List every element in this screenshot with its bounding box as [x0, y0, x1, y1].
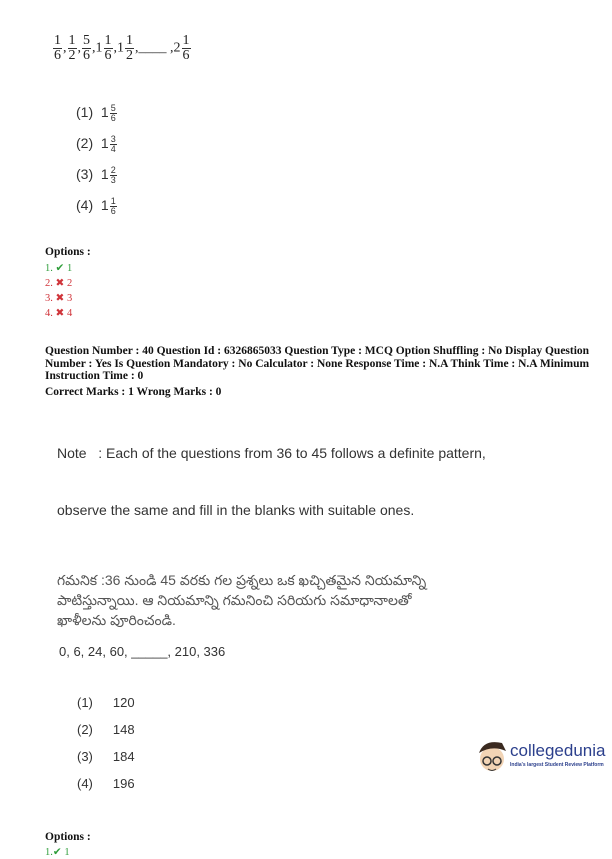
denominator: 6 [182, 48, 190, 63]
numerator: 5 [83, 33, 90, 48]
q40-sequence: 0, 6, 24, 60, _____, 210, 336 [59, 644, 226, 659]
fraction [182, 34, 191, 63]
q39-sequence: $\frac{1}{6}$ , $\frac{1}{2}$ , $\frac{5}{6}$ ,1 $\frac{1}{6}$ ,1 $\frac{1}{2}$ ,____ ,2 $\frac{1}{6}$ [54, 33, 190, 63]
whole-number: 1 [117, 40, 124, 56]
mascot-icon [476, 735, 508, 777]
cross-icon: ✖ [55, 308, 65, 319]
choice-label: (2) [77, 722, 93, 737]
numerator: 1 [110, 196, 116, 206]
question-meta [45, 345, 605, 398]
cross-icon: ✖ [55, 278, 65, 289]
denominator: 6 [110, 206, 116, 216]
numerator: 1 [54, 33, 61, 48]
numerator: 1 [182, 33, 190, 48]
telugu-note [57, 570, 605, 630]
numerator: 5 [110, 103, 116, 113]
option-value: 1 [64, 847, 70, 858]
meta-line: Question Number : 40 Question Id : 6326865033 Question Type : MCQ Option Shuffling : No Display Question [45, 345, 590, 357]
option-3 [45, 292, 72, 305]
fraction [110, 135, 117, 154]
denominator: 3 [110, 175, 116, 185]
options-title: Options : [45, 831, 91, 843]
choice-label: (2) [76, 135, 94, 152]
option-num: 2. [45, 278, 53, 289]
choice-label: (4) [77, 776, 93, 791]
whole-number: 1 [100, 104, 109, 121]
meta-line: Instruction Time : 0 [45, 370, 144, 382]
choice-value: 148 [112, 722, 135, 737]
fraction [125, 34, 134, 63]
option-4 [45, 307, 72, 320]
choice-label: (1) [77, 695, 93, 710]
telugu-line: ఖాళీలను పూరించండి. [57, 612, 176, 628]
whole-number: 1 [100, 197, 109, 214]
choice-label: (1) [76, 104, 94, 121]
denominator: 6 [83, 48, 90, 63]
fraction [68, 34, 77, 63]
choice-4 [76, 197, 118, 216]
choice-2 [76, 135, 118, 154]
option-num: 1. [45, 847, 53, 858]
choice-1 [76, 104, 118, 123]
choice-value: 196 [112, 776, 135, 791]
check-icon: ✔ [55, 263, 65, 274]
option-value: 1 [66, 263, 73, 274]
numerator: 1 [104, 33, 112, 48]
option-2 [45, 277, 72, 290]
numerator: 1 [68, 33, 76, 48]
whole-number: 1 [100, 166, 109, 183]
fraction [110, 197, 117, 216]
question-40 [45, 345, 605, 859]
choice-value: 184 [112, 749, 135, 764]
marks-line: Correct Marks : 1 Wrong Marks : 0 [45, 385, 222, 398]
option-num: 3. [45, 293, 53, 304]
numerator: 1 [126, 33, 133, 48]
fraction [82, 34, 91, 63]
option-1 [45, 262, 72, 275]
note-line: observe the same and fill in the blanks with suitable ones. [57, 502, 415, 518]
fraction [104, 34, 113, 63]
cross-icon: ✖ [55, 293, 65, 304]
denominator: 4 [110, 144, 116, 154]
option-value: 3 [66, 293, 73, 304]
telugu-line: గమనిక :36 నుండి 45 వరకు గల ప్రశ్నలు ఒక ఖచ్చితమైన నియమాన్ని [57, 572, 427, 588]
option-1 [45, 846, 605, 859]
denominator: 6 [110, 113, 116, 123]
whole-number: 1 [100, 135, 109, 152]
logo-name: collegedunia [510, 741, 606, 760]
option-value: 4 [66, 308, 73, 319]
denominator: 6 [54, 48, 61, 63]
note-text [57, 406, 605, 558]
option-value: 2 [66, 278, 73, 289]
fraction [110, 166, 117, 185]
denominator: 2 [68, 48, 76, 63]
logo-tagline: India's largest Student Review Platform [510, 762, 604, 768]
choice-label: (4) [76, 197, 94, 214]
telugu-line: పాటిస్తున్నాయి. ఆ నియమాన్ని గమనించి సరియగు సమాధానాలతో [57, 592, 412, 608]
option-num: 1. [45, 263, 53, 274]
options-title: Options : [45, 246, 91, 258]
note-line: Note : Each of the questions from 36 to 45 follows a definite pattern, [57, 445, 486, 461]
option-num: 4. [45, 308, 53, 319]
choice-3 [76, 166, 118, 185]
blank: ____ [138, 40, 167, 56]
check-icon: ✔ [52, 847, 62, 858]
choice-label: (3) [76, 166, 94, 183]
denominator: 2 [126, 48, 133, 63]
denominator: 6 [104, 48, 112, 63]
whole-number: 1 [95, 40, 103, 56]
choice-label: (3) [77, 749, 93, 764]
fraction [53, 34, 62, 63]
whole-number: 2 [173, 40, 181, 56]
collegedunia-logo [476, 735, 612, 780]
choice-value: 120 [112, 695, 135, 710]
choice-1 [77, 695, 605, 711]
fraction [110, 104, 117, 123]
numerator: 3 [110, 134, 116, 144]
meta-line: Number : Yes Is Question Mandatory : No Calculator : None Response Time : N.A Think Time : N.A Minimum [45, 357, 590, 370]
numerator: 2 [110, 165, 116, 175]
